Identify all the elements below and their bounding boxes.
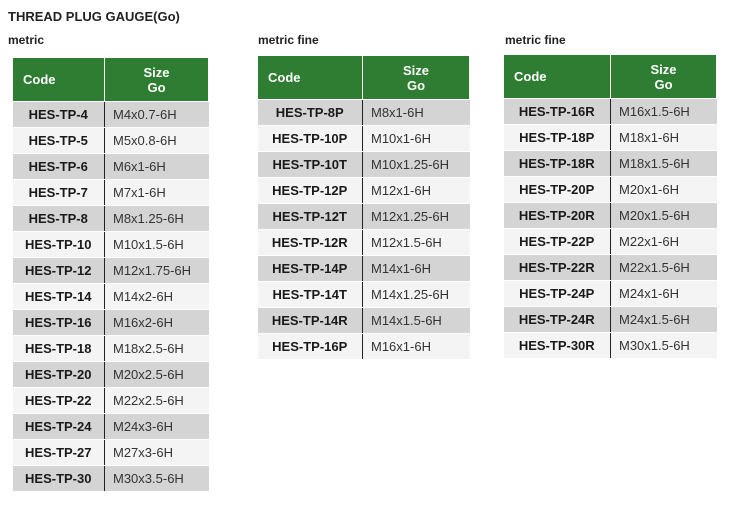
part-code-cell: HES-TP-6	[13, 154, 105, 180]
thread-size-cell: M24x1-6H	[611, 281, 717, 307]
part-code-cell: HES-TP-14T	[258, 282, 363, 308]
table-row	[504, 177, 717, 203]
part-code-cell: HES-TP-5	[13, 128, 105, 154]
thread-size-cell: M10x1.25-6H	[363, 152, 470, 178]
part-code-cell: HES-TP-24	[13, 414, 105, 440]
thread-size-cell: M7x1-6H	[105, 180, 209, 206]
table-row	[258, 308, 470, 334]
table-row	[504, 203, 717, 229]
table-row	[504, 281, 717, 307]
thread-size-cell: M14x1.25-6H	[363, 282, 470, 308]
thread-size-cell: M6x1-6H	[105, 154, 209, 180]
part-code-cell: HES-TP-12	[13, 258, 105, 284]
part-code-cell: HES-TP-12T	[258, 204, 363, 230]
thread-size-cell: M24x1.5-6H	[611, 307, 717, 333]
part-code-cell: HES-TP-18R	[504, 151, 611, 177]
thread-size-cell: M16x1.5-6H	[611, 99, 717, 125]
part-code-cell: HES-TP-14R	[258, 308, 363, 334]
part-code-cell: HES-TP-8P	[258, 100, 363, 126]
section-label-metric-fine-2: metric fine	[505, 33, 566, 47]
section-label-metric-fine-1: metric fine	[258, 33, 319, 47]
part-code-cell: HES-TP-14	[13, 284, 105, 310]
table-row	[258, 126, 470, 152]
part-code-cell: HES-TP-30R	[504, 333, 611, 359]
code-column-header: Code	[13, 58, 105, 102]
size-header-line2: Go	[654, 76, 673, 92]
size-header-line2: Go	[147, 79, 166, 95]
metric-fine-table-1	[257, 55, 470, 360]
thread-size-cell: M20x1.5-6H	[611, 203, 717, 229]
thread-size-cell: M4x0.7-6H	[105, 102, 209, 128]
thread-size-cell: M22x1-6H	[611, 229, 717, 255]
size-column-header	[611, 55, 717, 99]
table-row	[13, 154, 209, 180]
thread-size-cell: M8x1.25-6H	[105, 206, 209, 232]
table-row	[504, 99, 717, 125]
thread-size-cell: M5x0.8-6H	[105, 128, 209, 154]
thread-size-cell: M14x1-6H	[363, 256, 470, 282]
thread-size-cell: M27x3-6H	[105, 440, 209, 466]
code-column-header: Code	[504, 55, 611, 99]
part-code-cell: HES-TP-12P	[258, 178, 363, 204]
part-code-cell: HES-TP-14P	[258, 256, 363, 282]
thread-size-cell: M18x1-6H	[611, 125, 717, 151]
part-code-cell: HES-TP-18P	[504, 125, 611, 151]
size-column-header	[363, 56, 470, 100]
thread-size-cell: M14x1.5-6H	[363, 308, 470, 334]
thread-size-cell: M10x1.5-6H	[105, 232, 209, 258]
part-code-cell: HES-TP-10T	[258, 152, 363, 178]
table-row	[258, 334, 470, 360]
section-label-metric: metric	[8, 33, 45, 47]
part-code-cell: HES-TP-22	[13, 388, 105, 414]
metric-fine-table-2	[503, 54, 717, 359]
part-code-cell: HES-TP-22R	[504, 255, 611, 281]
thread-size-cell: M14x2-6H	[105, 284, 209, 310]
thread-size-cell: M18x2.5-6H	[105, 336, 209, 362]
page-title: THREAD PLUG GAUGE(Go)	[8, 9, 180, 24]
part-code-cell: HES-TP-16R	[504, 99, 611, 125]
table-row	[258, 282, 470, 308]
table-row	[258, 178, 470, 204]
table-row	[13, 258, 209, 284]
table-row	[13, 362, 209, 388]
size-header-line1: Size	[143, 64, 170, 80]
part-code-cell: HES-TP-12R	[258, 230, 363, 256]
size-header-line2: Go	[406, 77, 426, 93]
part-code-cell: HES-TP-7	[13, 180, 105, 206]
part-code-cell: HES-TP-22P	[504, 229, 611, 255]
thread-size-cell: M24x3-6H	[105, 414, 209, 440]
table-row	[13, 180, 209, 206]
thread-size-cell: M30x3.5-6H	[105, 466, 209, 492]
thread-size-cell: M18x1.5-6H	[611, 151, 717, 177]
part-code-cell: HES-TP-24R	[504, 307, 611, 333]
size-header-line1: Size	[650, 61, 677, 77]
table-row	[13, 232, 209, 258]
part-code-cell: HES-TP-16	[13, 310, 105, 336]
part-code-cell: HES-TP-20P	[504, 177, 611, 203]
table-row	[13, 414, 209, 440]
thread-size-cell: M12x1.25-6H	[363, 204, 470, 230]
table-row	[13, 128, 209, 154]
part-code-cell: HES-TP-20R	[504, 203, 611, 229]
thread-size-cell: M20x1-6H	[611, 177, 717, 203]
part-code-cell: HES-TP-27	[13, 440, 105, 466]
table-row	[258, 204, 470, 230]
table-row	[504, 333, 717, 359]
thread-size-cell: M10x1-6H	[363, 126, 470, 152]
table-row	[504, 229, 717, 255]
table-row	[504, 125, 717, 151]
thread-size-cell: M12x1.5-6H	[363, 230, 470, 256]
part-code-cell: HES-TP-16P	[258, 334, 363, 360]
table-row	[258, 152, 470, 178]
thread-size-cell: M8x1-6H	[363, 100, 470, 126]
size-column-header	[105, 58, 209, 102]
part-code-cell: HES-TP-10	[13, 232, 105, 258]
part-code-cell: HES-TP-20	[13, 362, 105, 388]
table-row	[13, 284, 209, 310]
table-row	[258, 100, 470, 126]
table-row	[258, 256, 470, 282]
table-row	[258, 230, 470, 256]
thread-size-cell: M12x1-6H	[363, 178, 470, 204]
table-row	[13, 336, 209, 362]
table-row	[504, 255, 717, 281]
table-row	[13, 466, 209, 492]
thread-size-cell: M16x1-6H	[363, 334, 470, 360]
thread-size-cell: M30x1.5-6H	[611, 333, 717, 359]
size-header-line1: Size	[402, 62, 429, 78]
part-code-cell: HES-TP-30	[13, 466, 105, 492]
thread-size-cell: M22x2.5-6H	[105, 388, 209, 414]
part-code-cell: HES-TP-4	[13, 102, 105, 128]
table-row	[504, 151, 717, 177]
table-row	[13, 310, 209, 336]
table-row	[13, 206, 209, 232]
part-code-cell: HES-TP-8	[13, 206, 105, 232]
table-row	[13, 440, 209, 466]
table-row	[13, 388, 209, 414]
thread-size-cell: M12x1.75-6H	[105, 258, 209, 284]
part-code-cell: HES-TP-18	[13, 336, 105, 362]
thread-size-cell: M20x2.5-6H	[105, 362, 209, 388]
table-row	[504, 307, 717, 333]
table-row	[13, 102, 209, 128]
code-column-header: Code	[258, 56, 363, 100]
part-code-cell: HES-TP-24P	[504, 281, 611, 307]
metric-table	[12, 57, 209, 492]
thread-size-cell: M16x2-6H	[105, 310, 209, 336]
part-code-cell: HES-TP-10P	[258, 126, 363, 152]
thread-size-cell: M22x1.5-6H	[611, 255, 717, 281]
